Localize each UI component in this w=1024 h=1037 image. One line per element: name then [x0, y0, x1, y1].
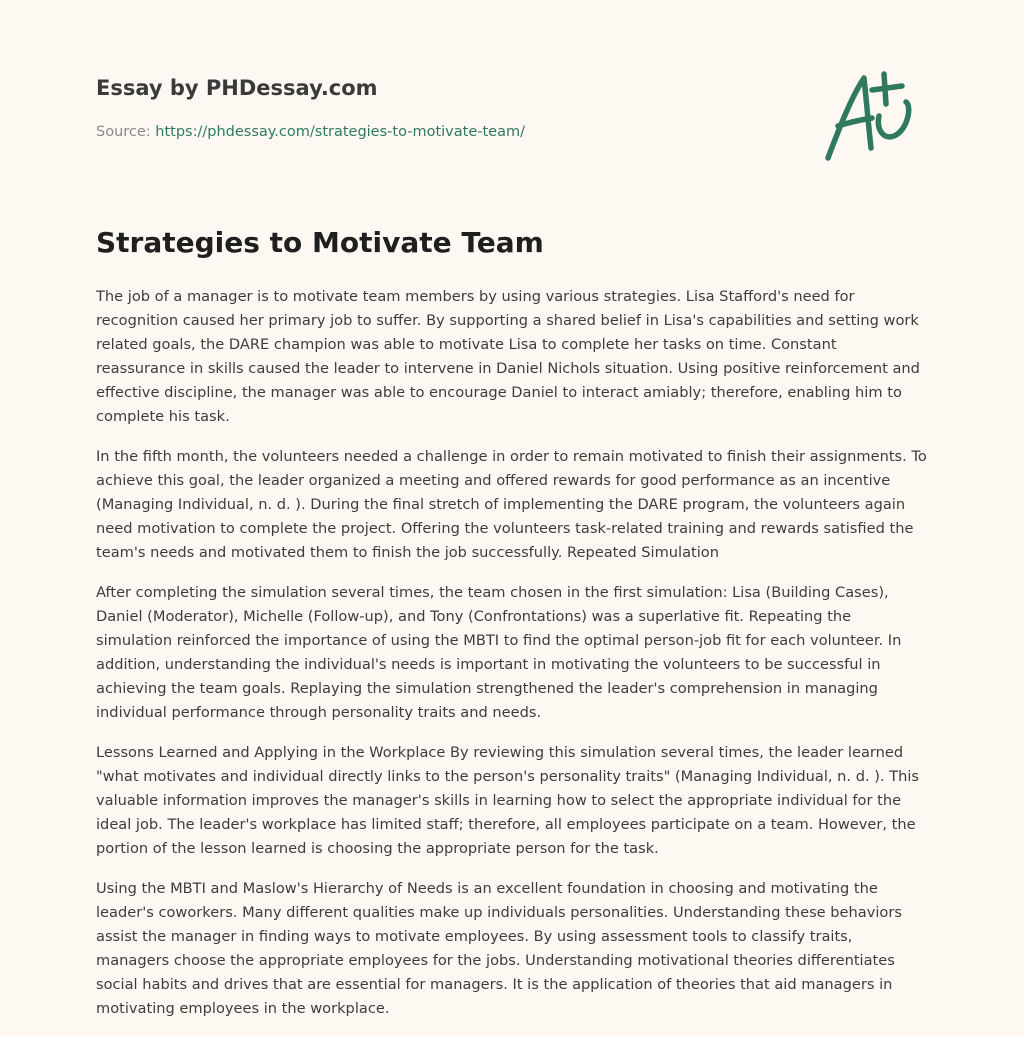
source-label: Source: — [96, 124, 151, 140]
essay-paragraph: The job of a manager is to motivate team members by using various strategies. Lisa Stafford's need for recognition caused her primary job to suffer. By supporting a shared belief in Lisa's capabilities and setting work related goals, the DARE champion was able to motivate Lisa to complete her tasks on time. Constant reassurance in skills caused the leader to intervene in Daniel Nichols situation. Using positive reinforcement and effective discipline, the manager was able to encourage Daniel to interact amiably; therefore, enabling him to complete his task. — [96, 288, 920, 425]
essay-paragraph: In the fifth month, the volunteers needed a challenge in order to remain motivated to finish their assignments. To achieve this goal, the leader organized a meeting and offered rewards for good performance as an incentive (Managing Individual, n. d. ). During the final stretch of implementing the DARE program, the volunteers again need motivation to complete the project. Offering the volunteers task-related training and rewards satisfied the team's needs and motivated them to finish the job successfully. Repeated Simulation — [96, 448, 927, 561]
essay-paragraph: Using the MBTI and Maslow's Hierarchy of Needs is an excellent foundation in choosing and motivating the leader's coworkers. Many different qualities make up individuals personalities. Understanding these behaviors assist the manager in finding ways to motivate employees. By using assessment tools to classify traits, managers choose the appropriate employees for the jobs. Understanding motivational theories differentiates social habits and drives that are essential for managers. It is the application of theories that aid managers in motivating employees in the workplace. — [96, 880, 902, 1017]
essay-paragraph: After completing the simulation several times, the team chosen in the first simulation: Lisa (Building Cases), Daniel (Moderator), Michelle (Follow-up), and Tony (Confrontations) was a superlative fit. Repeating the simulation reinforced the importance of using the MBTI to find the optimal person-job fit for each volunteer. In addition, understanding the individual's needs is important in motivating the volunteers to be successful in achieving the team goals. Replaying the simulation strengthened the leader's comprehension in managing individual performance through personality traits and needs. — [96, 584, 902, 721]
site-brand: Essay by PHDessay.com — [96, 76, 378, 100]
essay-title: Strategies to Motivate Team — [96, 226, 544, 259]
essay-body — [96, 285, 928, 1037]
essay-paragraph: Lessons Learned and Applying in the Workplace By reviewing this simulation several times, the leader learned "what motivates and individual directly links to the person's personality traits" (Managing Individual, n. d. ). This valuable information improves the manager's skills in learning how to select the appropriate individual for the ideal job. The leader's workplace has limited staff; therefore, all employees participate on a team. However, the portion of the lesson learned is choosing the appropriate person for the task. — [96, 744, 920, 857]
source-link[interactable]: https://phdessay.com/strategies-to-motivate-team/ — [155, 124, 525, 140]
a-plus-logo-icon — [822, 66, 928, 166]
source-line — [96, 124, 525, 140]
